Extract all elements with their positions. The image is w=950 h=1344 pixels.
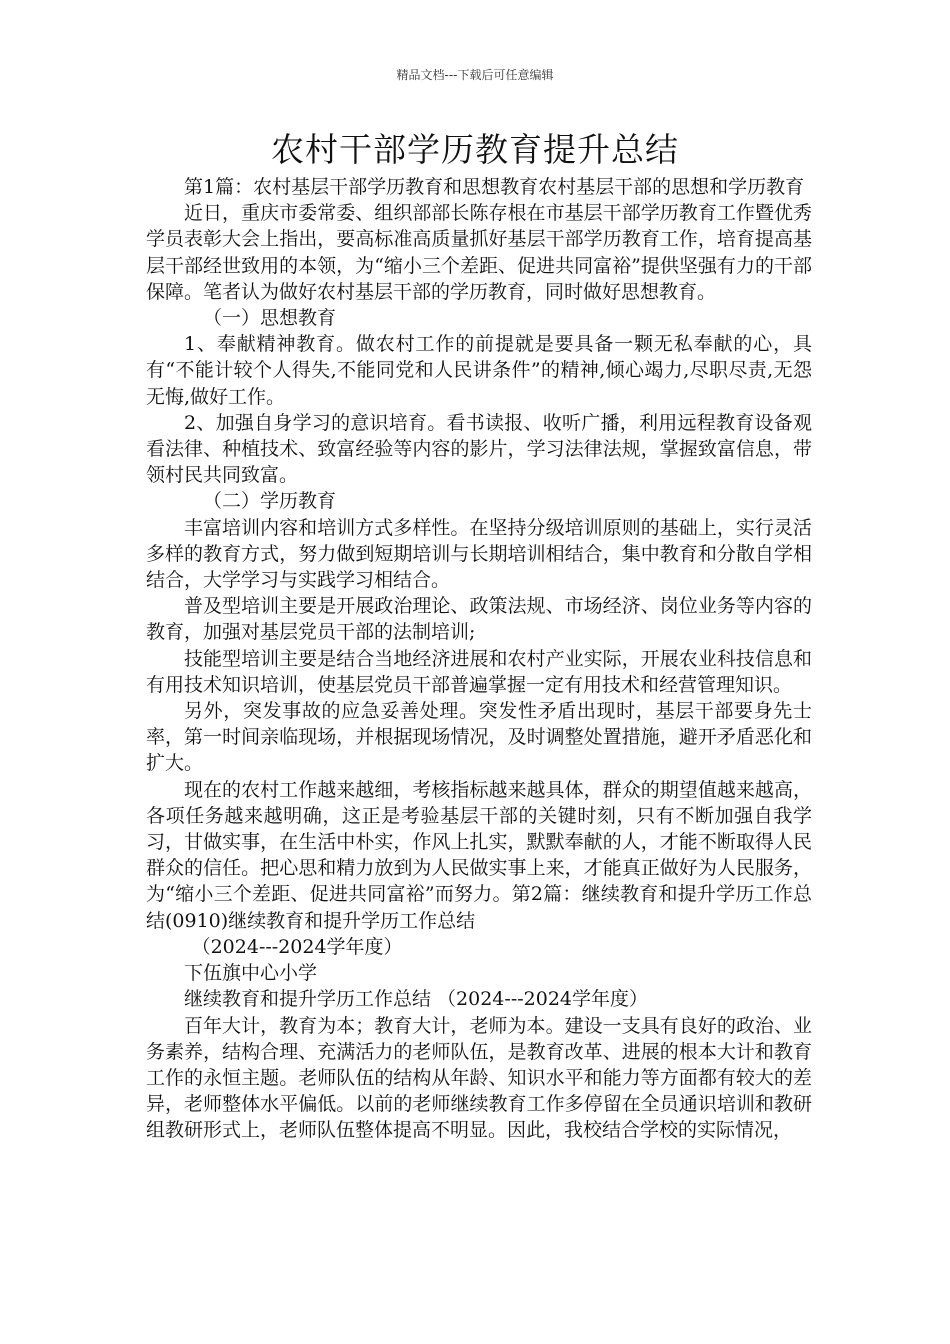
paragraph: 百年大计，教育为本；教育大计，老师为本。建设一支具有良好的政治、业务素养，结构合理、充满活力的老师队伍，是教育改革、进展的根本大计和教育工作的永恒主题。老师队伍的结构从年龄、知识水平和能力等方面都有较大的差异，老师整体水平偏低。以前的老师继续教育工作多停留在全员通识培训和教研组教研形式上，老师队伍整体提高不明显。因此，我校结合学校的实际情况，	[146, 1014, 812, 1142]
paragraph: 近日，重庆市委常委、组织部部长陈存根在市基层干部学历教育工作暨优秀学员表彰大会上指出，要高标准高质量抓好基层干部学历教育工作，培育提高基层干部经世致用的本领，为“缩小三个差距、促进共同富裕”提供坚强有力的干部保障。笔者认为做好农村基层干部的学历教育，同时做好思想教育。	[146, 202, 812, 303]
paragraph: 现在的农村工作越来越细，考核指标越来越具体，群众的期望值越来越高，各项任务越来越明确，这正是考验基层干部的关键时刻，只有不断加强自我学习，甘做实事，在生活中朴实，作风上扎实，默默奉献的人，才能不断取得人民群众的信任。把心思和精力放到为人民做实事上来，才能真正做好为人民服务，为“缩小三个差距、促进共同富裕”而努力。第2篇：继续教育和提升学历工作总结(0910)继续教育和提升学历工作总结	[146, 778, 812, 932]
school-name: 下伍旗中心小学	[184, 962, 318, 985]
section-heading: （一）思想教育	[203, 307, 337, 330]
report-subtitle: 继续教育和提升学历工作总结 （2024---2024学年度）	[184, 988, 649, 1011]
document-title: 农村干部学历教育提升总结	[271, 130, 679, 169]
paragraph: 第1篇：农村基层干部学历教育和思想教育农村基层干部的思想和学历教育	[184, 176, 805, 198]
paragraph: 2、加强自身学习的意识培育。看书读报、收听广播，利用远程教育设备观看法律、种植技术、致富经验等内容的影片，学习法律法规，掌握致富信息，带领村民共同致富。	[146, 411, 812, 487]
document-body	[146, 174, 812, 1144]
section-heading: （二）学历教育	[203, 490, 337, 513]
page-header-watermark: 精品文档---下载后可任意编辑	[396, 68, 554, 82]
school-year-line: （2024---2024学年度）	[191, 935, 403, 958]
paragraph: 另外，突发事故的应急妥善处理。突发性矛盾出现时，基层干部要身先士率，第一时间亲临现场，并根据现场情况，及时调整处置措施，避开矛盾恶化和扩大。	[146, 700, 812, 775]
paragraph: 普及型培训主要是开展政治理论、政策法规、市场经济、岗位业务等内容的教育，加强对基层党员干部的法制培训;	[146, 595, 812, 644]
paragraph: 丰富培训内容和培训方式多样性。在坚持分级培训原则的基础上，实行灵活多样的教育方式，努力做到短期培训与长期培训相结合，集中教育和分散自学相结合，大学学习与实践学习相结合。	[146, 516, 812, 592]
paragraph: 1、奉献精神教育。做农村工作的前提就是要具备一颗无私奉献的心，具有“不能计较个人得失,不能同党和人民讲条件”的精神,倾心竭力,尽职尽责,无怨无悔,做好工作。	[146, 333, 812, 408]
paragraph: 技能型培训主要是结合当地经济进展和农村产业实际，开展农业科技信息和有用技术知识培训，使基层党员干部普遍掌握一定有用技术和经营管理知识。	[146, 647, 812, 696]
